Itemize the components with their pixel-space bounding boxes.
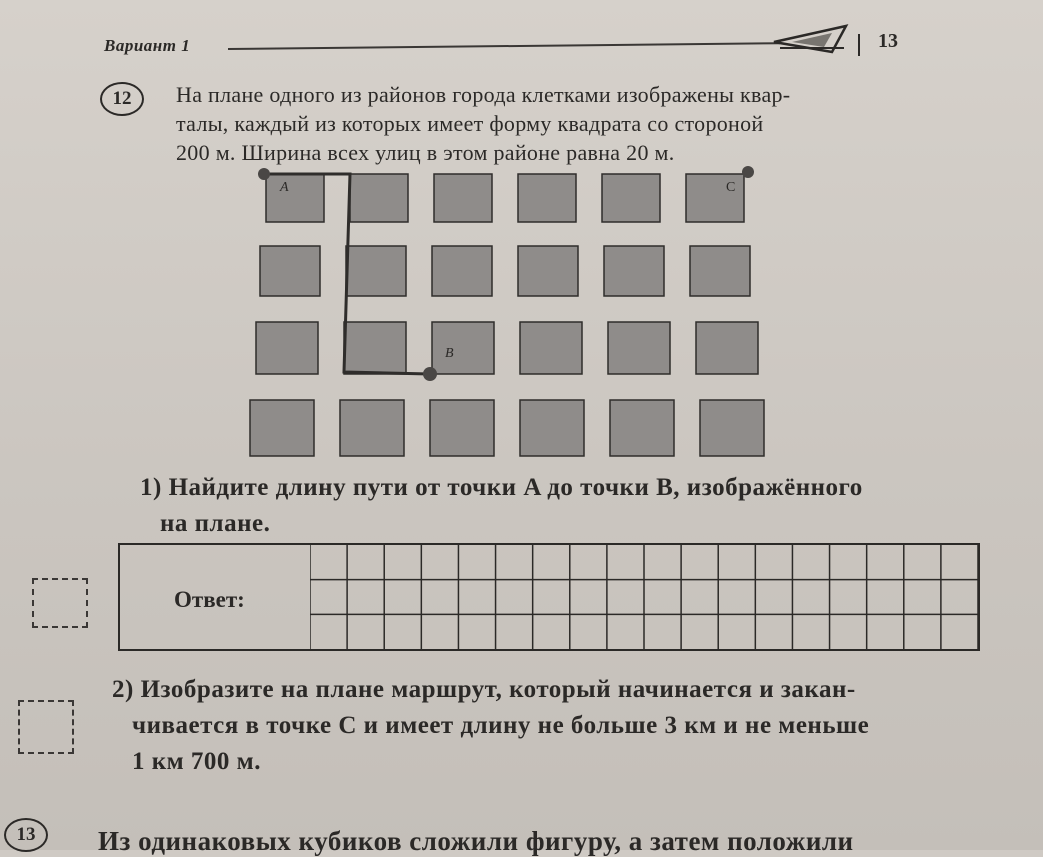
point-c-label: C [726,180,736,195]
question-1 [140,470,863,542]
city-block [344,322,406,374]
point-b-marker [423,367,437,381]
score-box-1 [32,578,88,628]
task-statement-line: 200 м. Ширина всех улиц в этом районе равна 20 м. [176,140,675,165]
task-number-badge: 12 [100,82,144,116]
city-blocks [250,174,764,456]
task-statement [176,80,936,167]
page-number: 13 [878,30,898,52]
question-2-line: 1 км 700 м. [132,748,261,775]
city-block [256,322,318,374]
point-a-label: A [280,180,289,195]
city-block [520,400,584,456]
city-block [350,174,408,222]
city-block [432,246,492,296]
answer-grid[interactable] [310,545,978,649]
point-b-label: B [445,346,454,361]
question-2-line: 2) Изобразите на плане маршрут, который начинается и закан- [112,676,856,703]
city-block [266,174,324,222]
city-block [602,174,660,222]
question-2 [112,672,869,780]
city-block [340,400,404,456]
task-statement-line: На плане одного из районов города клетками изображены квар- [176,82,791,107]
city-block [604,246,664,296]
city-block [696,322,758,374]
question-1-line: 1) Найдите длину пути от точки A до точки B, изображённого [140,474,863,501]
ruler-triangle-icon [770,22,850,56]
next-task-number-badge: 13 [4,818,48,852]
city-plan [230,160,790,470]
next-task-statement: Из одинаковых кубиков сложили фигуру, а затем положили [98,826,854,856]
city-block [690,246,750,296]
city-block [434,174,492,222]
point-c-marker [742,166,754,178]
answer-label: Ответ: [174,587,245,612]
city-block [260,246,320,296]
city-block [520,322,582,374]
city-block [518,246,578,296]
city-block [610,400,674,456]
city-block [518,174,576,222]
question-2-line: чивается в точке C и имеет длину не больше 3 км и не меньше [132,712,870,739]
city-block [608,322,670,374]
city-block [250,400,314,456]
question-1-line: на плане. [160,510,271,537]
city-block [432,322,494,374]
city-block [430,400,494,456]
city-block [346,246,406,296]
score-box-2 [18,700,74,754]
variant-label: Вариант 1 [104,36,191,55]
page-number-separator [858,34,860,56]
task-statement-line: талы, каждый из которых имеет форму квадрата со стороной [176,111,764,136]
answer-box [118,543,980,651]
point-a-marker [258,168,270,180]
city-block [700,400,764,456]
